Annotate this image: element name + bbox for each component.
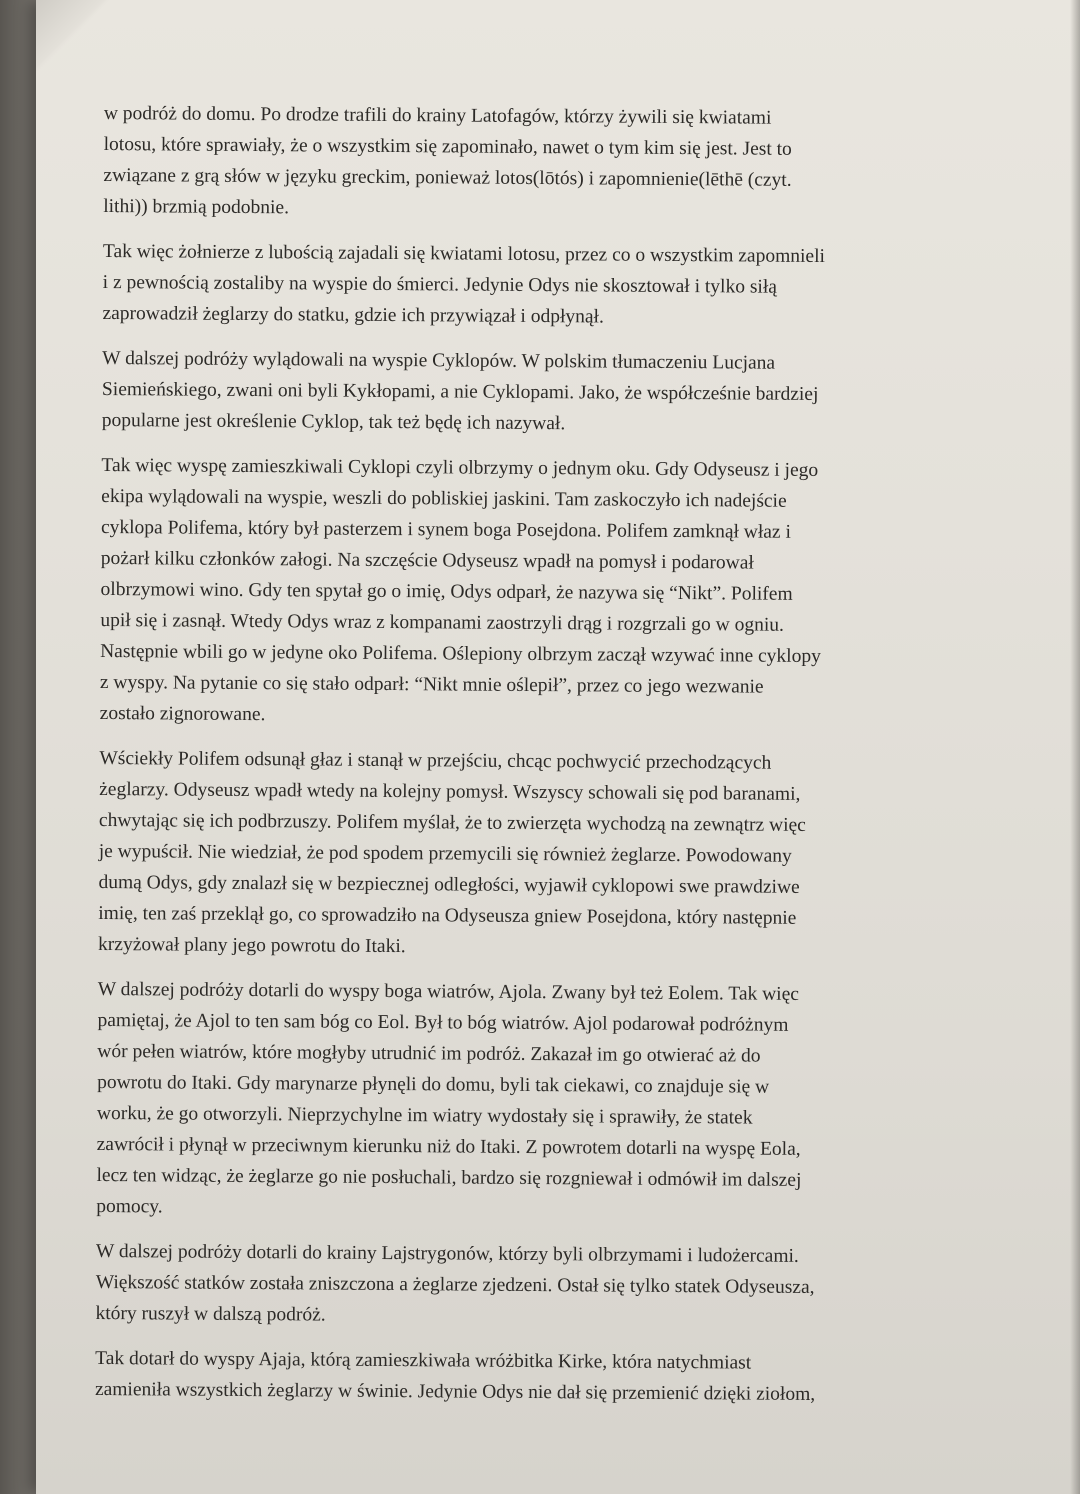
document-text	[95, 98, 984, 1425]
paragraph-polyphemus: Tak więc wyspę zamieszkiwali Cyklopi czyli olbrzymy o jednym oku. Gdy Odyseusz i jego ekipa wylądowali na wyspie, weszli do pobliskiej jaskini. Tam zaskoczyło ich nadejście cyklopa Polifema, który był pasterzem i synem boga Posejdona. Polifem zamknął właz i pożarł kilku członków załogi. Na szczęście Odyseusz wpadł na pomysł i podarował olbrzymowi wino. Gdy ten spytał go o imię, Odys odparł, że nazywa się “Nikt”. Polifem upił się i zasnął. Wtedy Odys wraz z kompanami zaostrzyli drąg i rozgrzali go w ogniu. Następnie wbili go w jedyne oko Polifema. Oślepiony olbrzym zaczął wzywać inne cyklopy z wyspy. Na pytanie co się stało odparł: “Nikt mnie oślepił”, przez co jego wezwanie zostało zignorowane.	[99, 454, 821, 726]
page-edge-shadow	[1070, 0, 1080, 1494]
paragraph-aeolus: W dalszej podróży dotarli do wyspy boga wiatrów, Ajola. Zwany był też Eolem. Tak więc pamiętaj, że Ajol to ten sam bóg co Eol. Był to bóg wiatrów. Ajol podarował podróżnym wór pełen wiatrów, które mogłyby utrudnić im podróż. Zakazał im go otwierać aż do powrotu do Itaki. Gdy marynarze płynęli do domu, byli tak ciekawi, co znajduje się w worku, że go otworzyli. Nieprzychylne im wiatry wydostały się i sprawiły, że statek zawrócił i płynął w przeciwnym kierunku niż do Itaki. Z powrotem dotarli na wyspę Eola, lecz ten widząc, że żeglarze go nie posłuchali, bardzo się rozgniewał i odmówił im dalszej pomocy.	[96, 978, 802, 1218]
paragraph-laestrygonians: W dalszej podróży dotarli do krainy Lajstrygonów, którzy byli olbrzymami i ludożercami. Większość statków została zniszczona a żeglarze zjedzeni. Ostał się tylko statek Odyseusza, który ruszył w dalszą podróż.	[95, 1240, 815, 1326]
paragraph-cyclops-island: W dalszej podróży wylądowali na wyspie Cyklopów. W polskim tłumaczeniu Lucjana Siemieńskiego, zwani oni byli Kykłopami, a nie Cyklopami. Jako, że współcześnie bardziej popularne jest określenie Cyklop, tak też będę ich nazywał.	[101, 347, 819, 435]
paragraph-escape: Wściekły Polifem odsunął głaz i stanął w przejściu, chcąc pochwycić przechodzących żeglarzy. Odyseusz wpadł wtedy na kolejny pomysł. Wszyscy schowali się pod baranami, chwytając się ich podbrzuszy. Polifem myślał, że to zwierzęta wychodzą na zewnątrz więc je wypuścił. Nie wiedział, że pod spodem przemycili się również żeglarze. Powodowany dumą Odys, gdy znalazł się w bezpiecznej odległości, wyjawił cyklopowi swe prawdziwe imię, ten zaś przeklął go, co sprowadziło na Odyseusza gniew Posejdona, który następnie krzyżował plany jego powrotu do Itaki.	[98, 747, 806, 958]
paragraph-lotophagi: w podróż do domu. Po drodze trafili do krainy Latofagów, którzy żywili się kwiatami lotosu, które sprawiały, że o wszystkim się zapominało, nawet o tym kim się jest. Jest to związane z grą słów w języku greckim, ponieważ lotos(lōtós) i zapomnienie(lēthē (czyt. lithi)) brzmią podobnie.	[103, 102, 792, 219]
paragraph-circe: Tak dotarł do wyspy Ajaja, którą zamieszkiwała wróżbitka Kirke, która natychmiast zamieniła wszystkich żeglarzy w świnie. Jedynie Odys nie dał się przemienić dzięki ziołom,	[94, 1347, 816, 1405]
paragraph-lotus-eaters: Tak więc żołnierze z lubością zajadali się kwiatami lotosu, przez co o wszystkim zapomnieli i z pewnością zostaliby na wyspie do śmierci. Jedynie Odys nie skosztował i tylko siłą zaprowadził żeglarzy do statku, gdzie ich przywiązał i odpłynął.	[102, 240, 826, 328]
folded-corner	[36, 0, 110, 74]
